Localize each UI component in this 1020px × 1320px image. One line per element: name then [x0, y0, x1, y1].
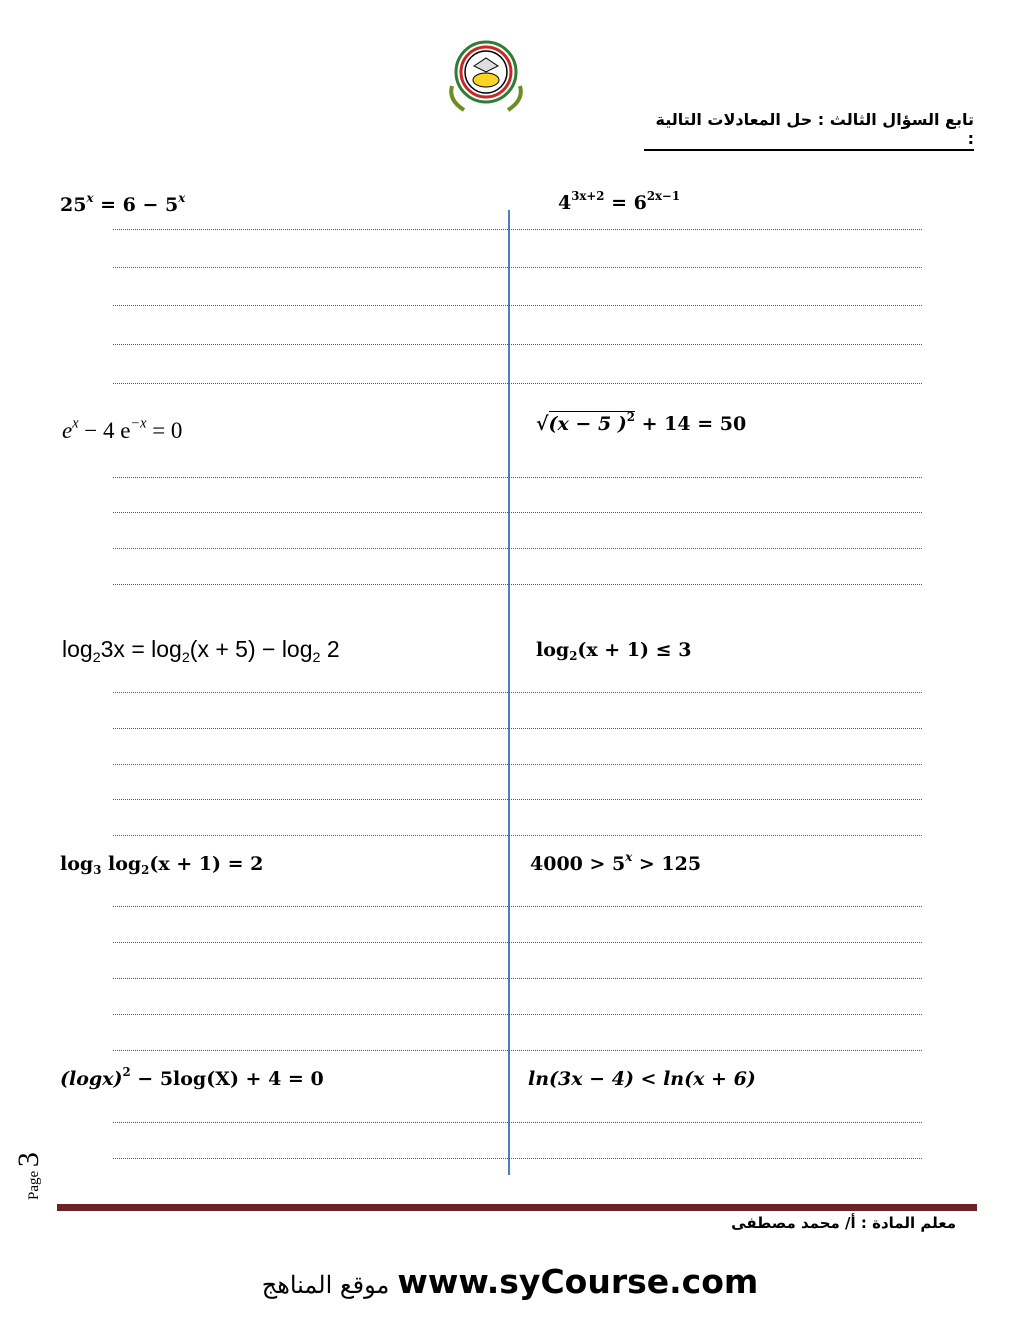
answer-line [113, 1014, 922, 1015]
answer-line [113, 764, 922, 765]
answer-line [113, 906, 922, 907]
equation-loglog: $\log_3 \log_2(x + 1) = 2$ [60, 853, 264, 878]
answer-line [113, 229, 922, 230]
answer-line [113, 1158, 922, 1159]
answer-line [113, 799, 922, 800]
answer-line [113, 548, 922, 549]
answer-line [113, 835, 922, 836]
answer-line [113, 383, 922, 384]
equation-ln: ln(3x − 4) < ln(x + 6) [528, 1068, 756, 1090]
answer-line [113, 267, 922, 268]
answer-line [113, 1122, 922, 1123]
equation-log-inequality: $\log_2(x + 1) \le 3$ [536, 639, 692, 664]
answer-line [113, 305, 922, 306]
answer-line [113, 1050, 922, 1051]
teacher-name: معلم المادة : أ/ محمد مصطفى [731, 1214, 956, 1232]
equation-sqrt: √(x − 5 )$^2$ + 14 = 50 [536, 410, 747, 435]
answer-line [113, 692, 922, 693]
answer-line [113, 942, 922, 943]
question-heading: تابع السؤال الثالث : حل المعادلات التالية : [644, 110, 974, 151]
equation-4pow: $4^{3x+2} = 6^{2x-1}$ [558, 189, 681, 214]
answer-line [113, 477, 922, 478]
equation-log-sum: $\log_23x = \log_2(x + 5) - \log_2 2$ [62, 636, 340, 666]
page-number: Page 3 [12, 1152, 45, 1200]
equation-logx-squared: $(\log x)^2 - 5\log(X) + 4 = 0$ [60, 1065, 324, 1090]
answer-line [113, 978, 922, 979]
school-crest-icon [438, 36, 534, 116]
answer-line [113, 344, 922, 345]
footer-site: موقع المناهج www.syCourse.com [261, 1262, 759, 1301]
equation-25x: $25^x = 6 - 5^x$ [60, 191, 186, 216]
equation-4000: $4000 > 5^x > 125$ [530, 850, 702, 875]
answer-line [113, 584, 922, 585]
answer-line [113, 512, 922, 513]
equation-ex: $e^x - 4$ $e^{-x} = 0$ [62, 415, 183, 443]
footer-bar [57, 1204, 977, 1211]
answer-line [113, 728, 922, 729]
